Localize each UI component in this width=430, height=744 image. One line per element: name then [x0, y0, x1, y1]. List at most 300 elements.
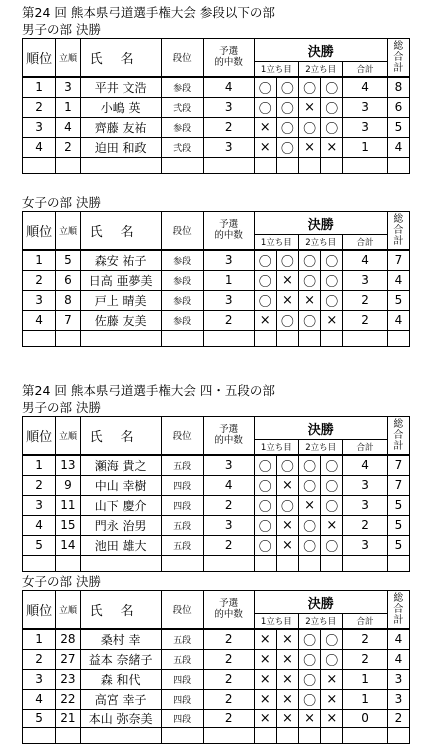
- empty-row: [23, 727, 410, 743]
- rank-cell: 3: [23, 495, 56, 515]
- final-total-cell: 3: [343, 535, 387, 555]
- tournament-title: 第24 回 熊本県弓道選手権大会 参段以下の部: [22, 5, 275, 20]
- round2-shot2-cell: ×: [321, 310, 343, 330]
- final-total-cell: 1: [343, 689, 387, 709]
- table-row: [23, 475, 410, 495]
- rank-cell: 2: [23, 97, 56, 117]
- division-label: 女子の部 決勝: [22, 195, 101, 210]
- round1-shot2-cell: ×: [276, 290, 298, 310]
- round2-shot2-cell: 〇: [321, 495, 343, 515]
- table-row: [23, 270, 410, 290]
- dan-cell: 四段: [161, 709, 203, 727]
- table-row: [23, 117, 410, 137]
- order-header: 立順: [56, 212, 80, 250]
- prelim-header: [203, 417, 254, 455]
- rank-header: 順位: [23, 591, 56, 629]
- table-row: [23, 97, 410, 117]
- round2-shot2-cell: 〇: [321, 629, 343, 650]
- dan-cell: 参段: [161, 117, 203, 137]
- table-row: [23, 310, 410, 330]
- dan-cell: 四段: [161, 475, 203, 495]
- grand-line3: 計: [393, 235, 404, 247]
- empty-cell: [56, 555, 80, 571]
- round1-shot1-cell: 〇: [254, 535, 276, 555]
- empty-cell: [80, 727, 161, 743]
- prelim-cell: 2: [203, 117, 254, 137]
- round2-shot1-cell: 〇: [299, 649, 321, 669]
- table-row: [23, 77, 410, 98]
- dan-cell: 弐段: [161, 97, 203, 117]
- prelim-cell: 3: [203, 455, 254, 476]
- name-header: 氏名: [80, 39, 161, 77]
- rank-header: 順位: [23, 212, 56, 250]
- dan-cell: 四段: [161, 669, 203, 689]
- round1-header: 1立ち目: [254, 614, 298, 629]
- prelim-cell: 4: [203, 475, 254, 495]
- rank-cell: 2: [23, 475, 56, 495]
- round2-shot1-cell: 〇: [299, 455, 321, 476]
- final-total-cell: 3: [343, 97, 387, 117]
- prelim-cell: 2: [203, 709, 254, 727]
- rank-header: 順位: [23, 39, 56, 77]
- final-header: 決勝: [254, 39, 387, 62]
- round1-shot2-cell: ×: [276, 535, 298, 555]
- round2-shot1-cell: 〇: [299, 669, 321, 689]
- round2-shot2-cell: 〇: [321, 270, 343, 290]
- grand-total-cell: 4: [387, 137, 409, 157]
- empty-cell: [299, 727, 321, 743]
- division-label: 男子の部 決勝: [22, 22, 101, 37]
- name-header: 氏名: [80, 417, 161, 455]
- empty-cell: [203, 157, 254, 173]
- final-total-cell: 3: [343, 495, 387, 515]
- empty-cell: [80, 555, 161, 571]
- name-header: 氏名: [80, 212, 161, 250]
- order-header: 立順: [56, 39, 80, 77]
- name-cell: 戸上 晴美: [80, 290, 161, 310]
- empty-cell: [203, 727, 254, 743]
- round2-shot2-cell: 〇: [321, 535, 343, 555]
- round2-shot2-cell: 〇: [321, 97, 343, 117]
- rank-cell: 5: [23, 709, 56, 727]
- prelim-cell: 2: [203, 689, 254, 709]
- name-cell: 池田 雄大: [80, 535, 161, 555]
- round2-shot2-cell: 〇: [321, 250, 343, 271]
- prelim-header-line1: 予選: [219, 46, 239, 58]
- round2-shot1-cell: ×: [299, 709, 321, 727]
- round1-shot1-cell: 〇: [254, 495, 276, 515]
- division-label: 女子の部 決勝: [22, 574, 101, 589]
- name-header: 氏名: [80, 591, 161, 629]
- empty-cell: [276, 330, 298, 346]
- final-total-cell: 2: [343, 290, 387, 310]
- empty-cell: [387, 555, 409, 571]
- tournament-title: 第24 回 熊本県弓道選手権大会 四・五段の部: [22, 383, 275, 398]
- final-total-cell: 2: [343, 310, 387, 330]
- empty-cell: [80, 157, 161, 173]
- prelim-cell: 3: [203, 290, 254, 310]
- empty-cell: [203, 330, 254, 346]
- grand-line1: 総: [393, 418, 404, 430]
- rank-cell: 1: [23, 629, 56, 650]
- empty-cell: [387, 330, 409, 346]
- grand-total-cell: 4: [387, 310, 409, 330]
- empty-cell: [161, 157, 203, 173]
- empty-cell: [387, 727, 409, 743]
- rank-cell: 1: [23, 77, 56, 98]
- total-header: 合計: [343, 235, 387, 250]
- final-total-cell: 2: [343, 515, 387, 535]
- grand-total-cell: 5: [387, 515, 409, 535]
- dan-cell: 参段: [161, 250, 203, 271]
- round1-shot2-cell: 〇: [276, 77, 298, 98]
- empty-cell: [203, 555, 254, 571]
- empty-cell: [56, 330, 80, 346]
- final-total-cell: 2: [343, 649, 387, 669]
- prelim-header: [203, 591, 254, 629]
- round1-shot2-cell: ×: [276, 649, 298, 669]
- empty-cell: [161, 555, 203, 571]
- round1-shot1-cell: ×: [254, 629, 276, 650]
- round1-shot1-cell: 〇: [254, 77, 276, 98]
- round1-shot2-cell: 〇: [276, 137, 298, 157]
- round1-header: 1立ち目: [254, 440, 298, 455]
- final-total-cell: 1: [343, 137, 387, 157]
- round1-shot1-cell: 〇: [254, 475, 276, 495]
- order-cell: 2: [56, 137, 80, 157]
- grand-total-header: [387, 591, 409, 629]
- round2-shot2-cell: ×: [321, 709, 343, 727]
- round2-shot2-cell: 〇: [321, 649, 343, 669]
- grand-line2: 合: [393, 603, 404, 615]
- name-cell: 中山 幸樹: [80, 475, 161, 495]
- round2-shot1-cell: ×: [299, 495, 321, 515]
- prelim-cell: 2: [203, 310, 254, 330]
- order-cell: 6: [56, 270, 80, 290]
- grand-total-cell: 4: [387, 270, 409, 290]
- grand-line1: 総: [393, 592, 404, 604]
- empty-cell: [56, 157, 80, 173]
- empty-cell: [321, 157, 343, 173]
- empty-row: [23, 330, 410, 346]
- rank-header: 順位: [23, 417, 56, 455]
- total-header: 合計: [343, 440, 387, 455]
- round1-shot2-cell: 〇: [276, 97, 298, 117]
- grand-total-cell: 7: [387, 475, 409, 495]
- table-row: [23, 709, 410, 727]
- dan-cell: 五段: [161, 455, 203, 476]
- dan-header: 段位: [161, 417, 203, 455]
- dan-cell: 弐段: [161, 137, 203, 157]
- grand-line2: 合: [393, 51, 404, 63]
- order-cell: 7: [56, 310, 80, 330]
- round1-shot1-cell: ×: [254, 709, 276, 727]
- rank-cell: 3: [23, 290, 56, 310]
- round1-shot2-cell: 〇: [276, 250, 298, 271]
- name-cell: 森 和代: [80, 669, 161, 689]
- round1-shot2-cell: 〇: [276, 455, 298, 476]
- round1-shot1-cell: ×: [254, 649, 276, 669]
- final-total-cell: 3: [343, 117, 387, 137]
- round1-shot1-cell: ×: [254, 117, 276, 137]
- round1-shot1-cell: 〇: [254, 270, 276, 290]
- name-cell: 高宮 幸子: [80, 689, 161, 709]
- grand-total-header: [387, 212, 409, 250]
- prelim-header-line2: 的中数: [214, 435, 243, 447]
- order-cell: 4: [56, 117, 80, 137]
- dan-cell: 四段: [161, 495, 203, 515]
- round2-shot1-cell: 〇: [299, 117, 321, 137]
- dan-cell: 四段: [161, 689, 203, 709]
- round2-shot2-cell: ×: [321, 689, 343, 709]
- name-cell: 小嶋 英: [80, 97, 161, 117]
- round1-shot2-cell: ×: [276, 515, 298, 535]
- round1-shot1-cell: ×: [254, 137, 276, 157]
- final-total-cell: 4: [343, 250, 387, 271]
- prelim-cell: 2: [203, 669, 254, 689]
- rank-cell: 4: [23, 137, 56, 157]
- round1-shot2-cell: ×: [276, 629, 298, 650]
- table-row: [23, 515, 410, 535]
- prelim-cell: 3: [203, 137, 254, 157]
- empty-cell: [56, 727, 80, 743]
- round1-header: 1立ち目: [254, 235, 298, 250]
- prelim-header-line1: 予選: [219, 219, 239, 231]
- empty-cell: [387, 157, 409, 173]
- grand-line3: 計: [393, 440, 404, 452]
- rank-cell: 4: [23, 515, 56, 535]
- prelim-cell: 3: [203, 515, 254, 535]
- prelim-header-line1: 予選: [219, 598, 239, 610]
- dan-header: 段位: [161, 591, 203, 629]
- empty-cell: [276, 555, 298, 571]
- division-label: 男子の部 決勝: [22, 400, 101, 415]
- final-total-cell: 4: [343, 455, 387, 476]
- order-cell: 3: [56, 77, 80, 98]
- prelim-header-line1: 予選: [219, 424, 239, 436]
- grand-total-header: [387, 39, 409, 77]
- empty-cell: [343, 727, 387, 743]
- round2-shot2-cell: ×: [321, 137, 343, 157]
- round1-shot2-cell: ×: [276, 270, 298, 290]
- empty-cell: [23, 330, 56, 346]
- dan-header: 段位: [161, 39, 203, 77]
- rank-cell: 5: [23, 535, 56, 555]
- name-cell: 迫田 和政: [80, 137, 161, 157]
- table-row: [23, 250, 410, 271]
- round2-shot1-cell: 〇: [299, 475, 321, 495]
- grand-line3: 計: [393, 62, 404, 74]
- prelim-cell: 3: [203, 97, 254, 117]
- prelim-cell: 2: [203, 495, 254, 515]
- round1-shot2-cell: ×: [276, 689, 298, 709]
- prelim-header: [203, 39, 254, 77]
- results-table: [22, 211, 410, 347]
- table-row: [23, 290, 410, 310]
- empty-cell: [254, 555, 276, 571]
- name-cell: 佐藤 友美: [80, 310, 161, 330]
- order-cell: 15: [56, 515, 80, 535]
- round1-shot1-cell: ×: [254, 689, 276, 709]
- rank-cell: 1: [23, 455, 56, 476]
- rank-cell: 2: [23, 270, 56, 290]
- round1-header: 1立ち目: [254, 62, 298, 77]
- prelim-header-line2: 的中数: [214, 57, 243, 69]
- round2-shot2-cell: 〇: [321, 117, 343, 137]
- name-cell: 齊藤 友祐: [80, 117, 161, 137]
- empty-cell: [299, 555, 321, 571]
- empty-cell: [321, 555, 343, 571]
- round1-shot1-cell: 〇: [254, 455, 276, 476]
- final-total-cell: 4: [343, 77, 387, 98]
- prelim-cell: 1: [203, 270, 254, 290]
- round2-shot2-cell: 〇: [321, 475, 343, 495]
- grand-total-cell: 4: [387, 649, 409, 669]
- round1-shot2-cell: 〇: [276, 495, 298, 515]
- empty-cell: [161, 727, 203, 743]
- name-cell: 門永 治男: [80, 515, 161, 535]
- dan-cell: 参段: [161, 290, 203, 310]
- final-total-cell: 0: [343, 709, 387, 727]
- prelim-header: [203, 212, 254, 250]
- prelim-cell: 4: [203, 77, 254, 98]
- table-row: [23, 495, 410, 515]
- round1-shot1-cell: 〇: [254, 290, 276, 310]
- round2-shot2-cell: 〇: [321, 77, 343, 98]
- round1-shot1-cell: 〇: [254, 515, 276, 535]
- order-cell: 9: [56, 475, 80, 495]
- order-cell: 27: [56, 649, 80, 669]
- dan-header: 段位: [161, 212, 203, 250]
- empty-cell: [321, 330, 343, 346]
- grand-total-cell: 7: [387, 455, 409, 476]
- dan-cell: 参段: [161, 270, 203, 290]
- grand-total-cell: 7: [387, 250, 409, 271]
- empty-cell: [161, 330, 203, 346]
- final-header: 決勝: [254, 417, 387, 440]
- name-cell: 桑村 幸: [80, 629, 161, 650]
- empty-cell: [23, 157, 56, 173]
- grand-total-cell: 5: [387, 495, 409, 515]
- grand-total-cell: 8: [387, 77, 409, 98]
- round1-shot1-cell: 〇: [254, 97, 276, 117]
- round2-shot1-cell: 〇: [299, 515, 321, 535]
- results-table: [22, 38, 410, 174]
- name-cell: 瀬海 貴之: [80, 455, 161, 476]
- round2-shot1-cell: ×: [299, 290, 321, 310]
- prelim-header-line2: 的中数: [214, 230, 243, 242]
- round2-shot2-cell: 〇: [321, 290, 343, 310]
- table-row: [23, 689, 410, 709]
- final-total-cell: 2: [343, 629, 387, 650]
- order-cell: 5: [56, 250, 80, 271]
- round2-header: 2立ち目: [299, 614, 343, 629]
- dan-cell: 参段: [161, 77, 203, 98]
- dan-cell: 五段: [161, 535, 203, 555]
- name-cell: 山下 慶介: [80, 495, 161, 515]
- order-cell: 1: [56, 97, 80, 117]
- order-cell: 22: [56, 689, 80, 709]
- prelim-cell: 3: [203, 250, 254, 271]
- order-header: 立順: [56, 417, 80, 455]
- rank-cell: 3: [23, 669, 56, 689]
- dan-cell: 五段: [161, 515, 203, 535]
- round1-shot2-cell: 〇: [276, 310, 298, 330]
- grand-total-cell: 3: [387, 669, 409, 689]
- round2-shot1-cell: 〇: [299, 310, 321, 330]
- dan-cell: 参段: [161, 310, 203, 330]
- rank-cell: 1: [23, 250, 56, 271]
- name-cell: 平井 文浩: [80, 77, 161, 98]
- empty-cell: [80, 330, 161, 346]
- grand-total-cell: 6: [387, 97, 409, 117]
- results-table: [22, 590, 410, 744]
- order-cell: 11: [56, 495, 80, 515]
- table-row: [23, 455, 410, 476]
- round1-shot1-cell: ×: [254, 310, 276, 330]
- order-cell: 28: [56, 629, 80, 650]
- dan-cell: 五段: [161, 629, 203, 650]
- order-cell: 13: [56, 455, 80, 476]
- total-header: 合計: [343, 614, 387, 629]
- round2-shot1-cell: 〇: [299, 270, 321, 290]
- grand-line2: 合: [393, 224, 404, 236]
- final-total-cell: 3: [343, 475, 387, 495]
- table-row: [23, 137, 410, 157]
- rank-cell: 3: [23, 117, 56, 137]
- grand-total-cell: 5: [387, 290, 409, 310]
- empty-cell: [343, 157, 387, 173]
- round2-shot2-cell: ×: [321, 515, 343, 535]
- final-header: 決勝: [254, 212, 387, 235]
- dan-cell: 五段: [161, 649, 203, 669]
- grand-total-cell: 5: [387, 117, 409, 137]
- grand-total-cell: 3: [387, 689, 409, 709]
- grand-line2: 合: [393, 429, 404, 441]
- rank-cell: 2: [23, 649, 56, 669]
- empty-row: [23, 555, 410, 571]
- empty-cell: [276, 157, 298, 173]
- round1-shot2-cell: ×: [276, 669, 298, 689]
- order-header: 立順: [56, 591, 80, 629]
- empty-cell: [299, 157, 321, 173]
- prelim-header-line2: 的中数: [214, 609, 243, 621]
- name-cell: 森安 祐子: [80, 250, 161, 271]
- prelim-cell: 2: [203, 629, 254, 650]
- grand-line1: 総: [393, 40, 404, 52]
- round2-header: 2立ち目: [299, 440, 343, 455]
- grand-total-header: [387, 417, 409, 455]
- grand-total-cell: 5: [387, 535, 409, 555]
- empty-cell: [343, 555, 387, 571]
- table-row: [23, 629, 410, 650]
- round2-shot1-cell: 〇: [299, 689, 321, 709]
- round2-shot1-cell: 〇: [299, 250, 321, 271]
- round2-shot2-cell: ×: [321, 669, 343, 689]
- round2-shot1-cell: 〇: [299, 629, 321, 650]
- empty-cell: [23, 555, 56, 571]
- table-row: [23, 669, 410, 689]
- empty-cell: [254, 727, 276, 743]
- grand-total-cell: 4: [387, 629, 409, 650]
- final-header: 決勝: [254, 591, 387, 614]
- rank-cell: 4: [23, 310, 56, 330]
- table-row: [23, 535, 410, 555]
- round1-shot2-cell: 〇: [276, 117, 298, 137]
- prelim-cell: 2: [203, 535, 254, 555]
- grand-line3: 計: [393, 614, 404, 626]
- order-cell: 14: [56, 535, 80, 555]
